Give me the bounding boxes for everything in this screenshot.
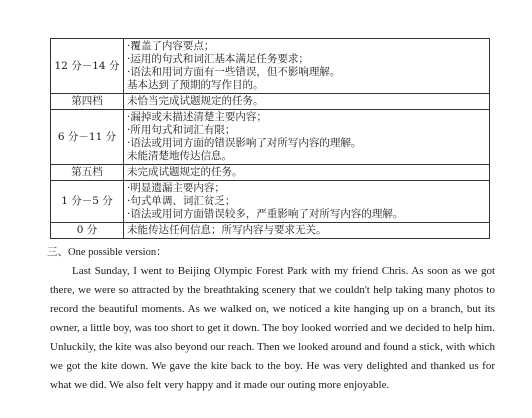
criteria-line: 基本达到了预期的写作目的。 [127,79,264,91]
criteria-line: ·句式单调、词汇贫乏； [127,195,236,207]
table-row [51,165,490,181]
criteria-cell [124,181,490,223]
criteria-line: 未完成试题规定的任务。 [127,166,243,178]
criteria-cell [124,110,490,165]
score-cell: 0 分 [51,223,124,239]
table-row [51,39,490,94]
table-row [51,110,490,165]
criteria-line: ·明显遗漏主要内容； [127,182,225,194]
criteria-line: 未恰当完成试题规定的任务。 [127,95,264,107]
criteria-cell [124,223,490,239]
criteria-line: ·语法或用词方面的错误影响了对所写内容的理解。 [127,137,362,149]
criteria-line: ·所用句式和词汇有限； [127,124,236,136]
table-row [51,94,490,110]
table-row [51,223,490,239]
criteria-cell [124,165,490,181]
score-cell: 1 分－5 分 [51,181,124,223]
criteria-line: ·漏掉或未描述清楚主要内容； [127,111,267,123]
criteria-line: ·运用的句式和词汇基本满足任务要求； [127,53,309,65]
score-cell: 6 分－11 分 [51,110,124,165]
criteria-line: 未能传达任何信息；所写内容与要求无关。 [127,224,327,236]
grade-band-cell: 第四档 [51,94,124,110]
criteria-line: ·语法或用词方面错误较多，严重影响了对所写内容的理解。 [127,208,404,220]
answer-paragraph: Last Sunday, I went to Beijing Olympic Forest Park with my friend Chris. As soon as we got there, we were so attracted by the breathtaking scenery that we couldn't help taking many photos to record the beautiful moments. As we walked on, we noticed a kite hanging up on a branch, but its owner, a little boy, was too short to get it down. The boy looked worried and we decided to help him. Unluckily, the kite was also beyond our reach. Then we looked around and found a stick, with which we got the kite down. We gave the kite back to the boy. He was very delighted and thanked us for what we did. We also felt very happy and it made our outing more enjoyable. [50,265,495,391]
scoring-table [50,38,490,239]
criteria-line: 未能清楚地传达信息。 [127,150,232,162]
criteria-cell [124,94,490,110]
grade-band-cell: 第五档 [51,165,124,181]
criteria-cell [124,39,490,94]
criteria-line: ·语法和用词方面有一些错误，但不影响理解。 [127,66,341,78]
criteria-line: ·覆盖了内容要点； [127,40,215,52]
sample-answer [47,243,495,395]
score-cell: 12 分－14 分 [51,39,124,94]
answer-heading: 三、One possible version： [47,247,167,258]
table-row [51,181,490,223]
